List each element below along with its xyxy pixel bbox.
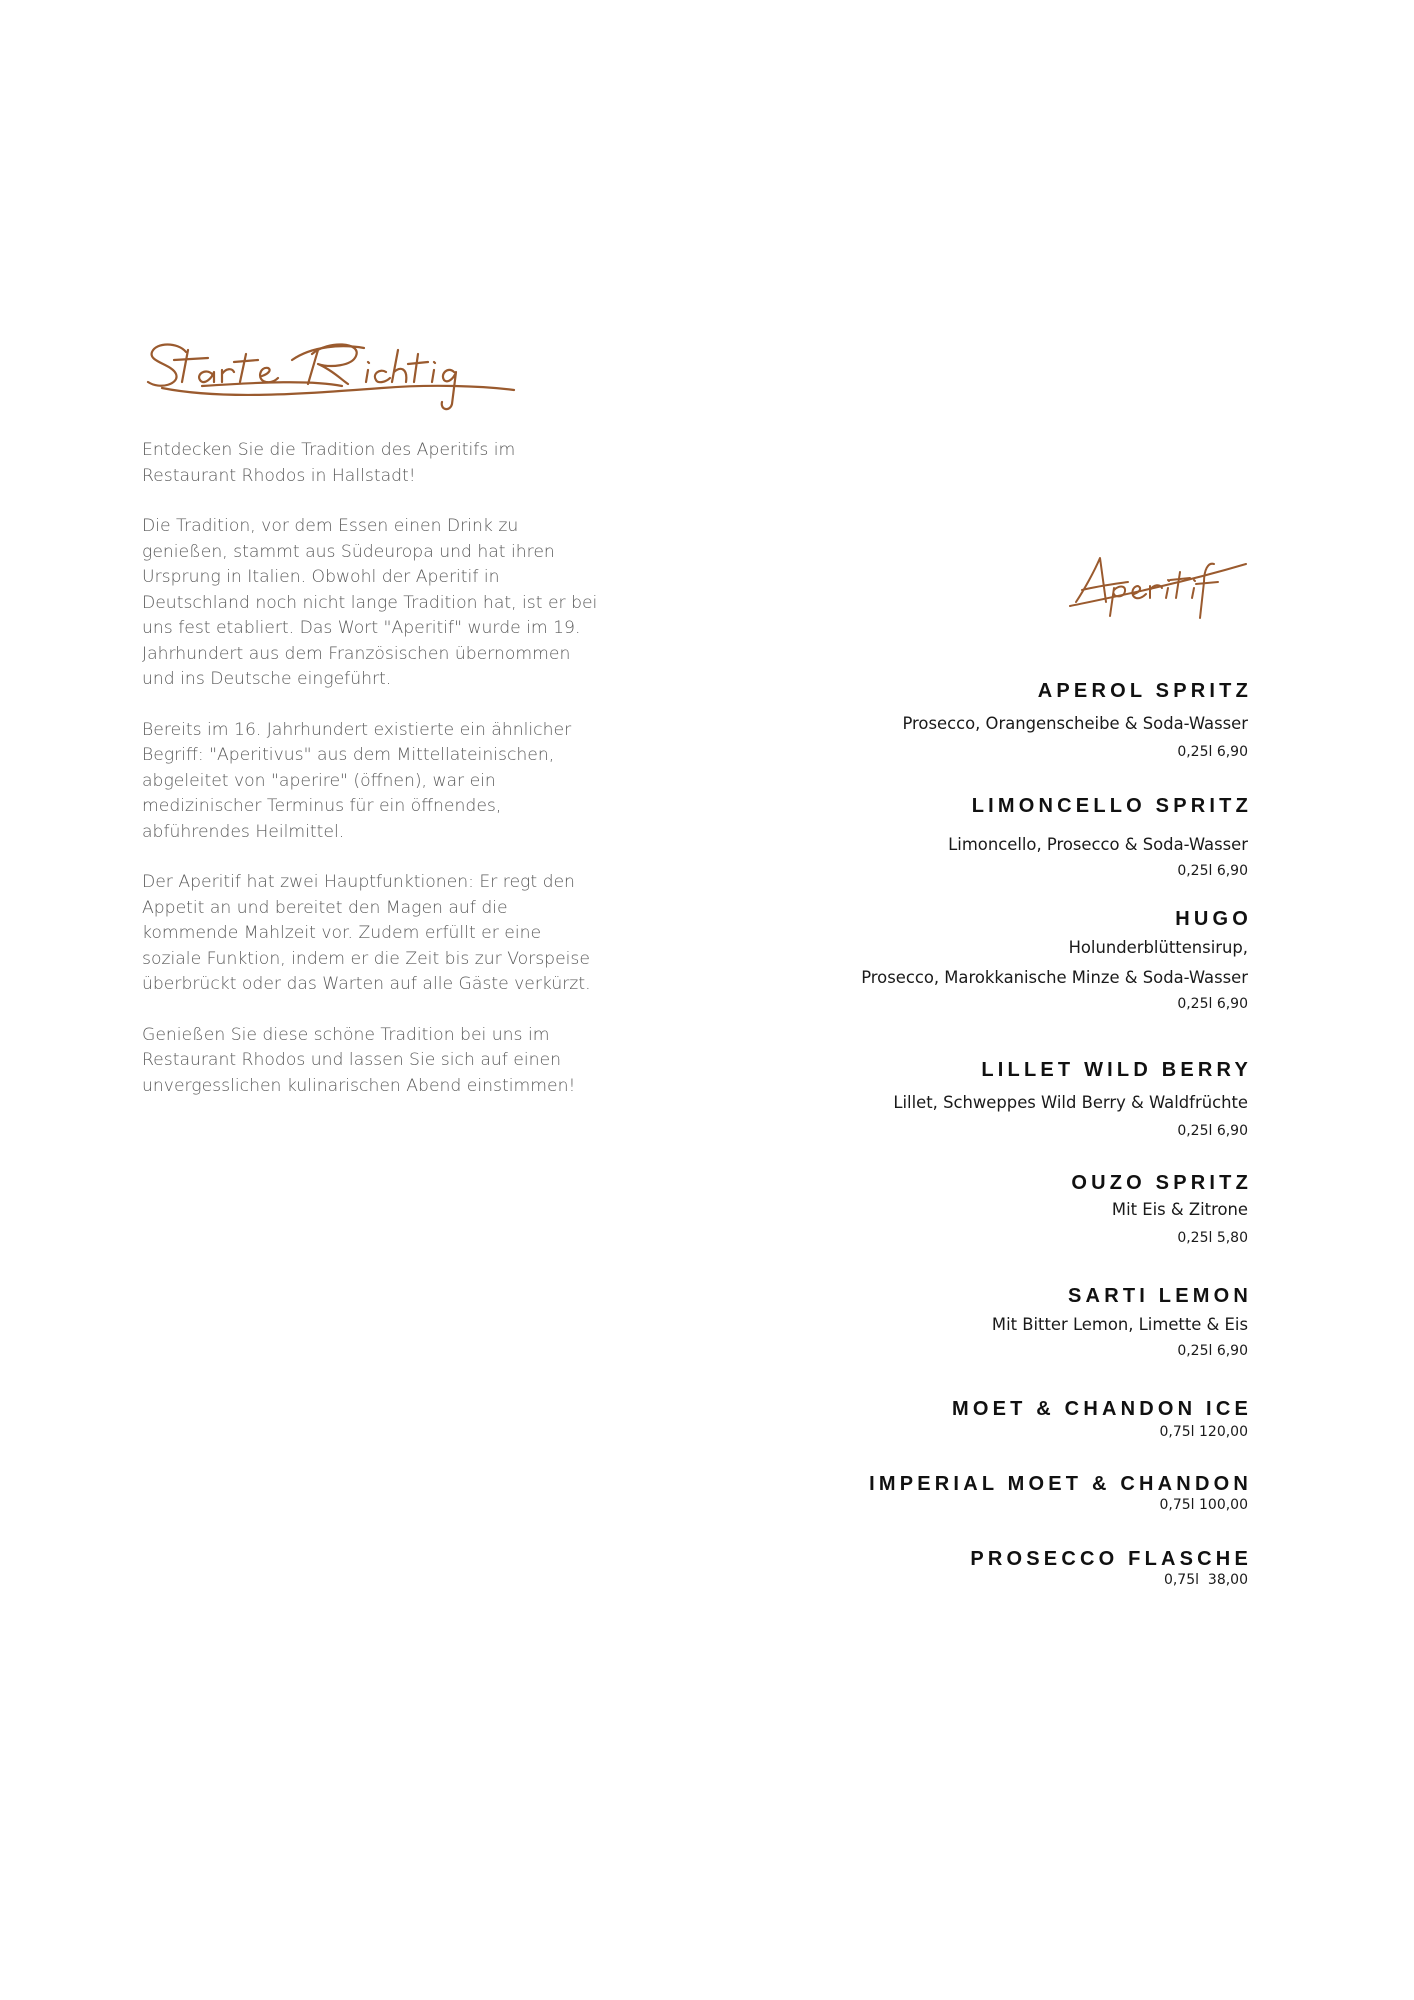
item-name: SARTI LEMON — [1068, 1285, 1252, 1307]
menu-item-hugo — [688, 907, 1252, 1013]
item-price: 0,25l 6,90 — [1177, 996, 1248, 1012]
intro-paragraph: Der Aperitif hat zwei Hauptfunktionen: Er regt den Appetit an und bereitet den Magen auf die kommende Mahlzeit vor. Zudem erfüllt er eine soziale Funktion, indem er die Zeit bis zur Vorspeise überbrückt oder das Warten auf alle Gäste verkürzt. — [142, 872, 591, 994]
item-description: Holunderblüttensirup, — [1068, 938, 1248, 957]
menu-item-limoncello-spritz — [688, 794, 1252, 880]
item-name: APEROL SPRITZ — [1037, 680, 1252, 702]
item-description: Limoncello, Prosecco & Soda-Wasser — [948, 835, 1248, 854]
item-price: 0,25l 5,80 — [1177, 1230, 1248, 1246]
item-name: IMPERIAL MOET & CHANDON — [869, 1473, 1252, 1495]
aperitif-lettering — [1068, 550, 1248, 630]
menu-item-aperol-spritz — [688, 679, 1252, 761]
item-name: PROSECCO FLASCHE — [970, 1548, 1252, 1570]
item-price: 0,25l 6,90 — [1177, 1123, 1248, 1139]
aperitif-script-title — [1068, 550, 1248, 634]
item-price: 0,75l 100,00 — [1159, 1497, 1248, 1513]
item-description: Prosecco, Orangenscheibe & Soda-Wasser — [902, 714, 1248, 733]
menu-item-prosecco-flasche — [688, 1547, 1252, 1589]
item-price: 0,75l 38,00 — [1163, 1572, 1248, 1588]
menu-item-ouzo-spritz — [688, 1171, 1252, 1247]
menu-item-imperial-moet-chandon — [688, 1472, 1252, 1514]
item-name: MOET & CHANDON ICE — [951, 1398, 1252, 1420]
item-name: LIMONCELLO SPRITZ — [971, 795, 1252, 817]
intro-paragraph: Bereits im 16. Jahrhundert existierte ein ähnlicher Begriff: "Aperitivus" aus dem Mittellateinischen, abgeleitet von "aperire" (öffnen), war ein medizinischer Terminus für ein öffnendes, abführendes Heilmittel. — [142, 719, 572, 842]
intro-column — [142, 330, 602, 1124]
item-description: Mit Bitter Lemon, Limette & Eis — [991, 1315, 1248, 1334]
menu-item-sarti-lemon — [688, 1284, 1252, 1360]
intro-paragraph: Die Tradition, vor dem Essen einen Drink zu genießen, stammt aus Südeuropa und hat ihren Ursprung in Italien. Obwohl der Aperitif in Deutschland noch nicht lange Tradition hat, ist er bei uns fest etabliert. Das Wort "Aperitif" wurde im 19. Jahrhundert aus dem Französischen übernommen und ins Deutsche eingeführt. — [142, 516, 598, 689]
item-price: 0,25l 6,90 — [1177, 744, 1248, 760]
item-price: 0,25l 6,90 — [1177, 1343, 1248, 1359]
item-price: 0,25l 6,90 — [1177, 863, 1248, 879]
item-price: 0,75l 120,00 — [1159, 1424, 1248, 1440]
item-description: Mit Eis & Zitrone — [1111, 1200, 1248, 1219]
starte-richtig-lettering — [142, 330, 522, 420]
item-description: Lillet, Schweppes Wild Berry & Waldfrüchte — [893, 1093, 1248, 1112]
intro-text — [142, 438, 602, 1099]
starte-richtig-script-title — [142, 330, 602, 420]
item-name: LILLET WILD BERRY — [981, 1059, 1252, 1081]
item-name: HUGO — [1175, 908, 1252, 930]
menu-item-lillet-wild-berry — [688, 1058, 1252, 1140]
menu-item-moet-chandon-ice — [688, 1397, 1252, 1441]
intro-paragraph: Entdecken Sie die Tradition des Aperitifs im Restaurant Rhodos in Hallstadt! — [142, 440, 516, 486]
item-name: OUZO SPRITZ — [1071, 1172, 1252, 1194]
intro-paragraph: Genießen Sie diese schöne Tradition bei uns im Restaurant Rhodos und lassen Sie sich auf einen unvergesslichen kulinarischen Abend einstimmen! — [142, 1024, 576, 1096]
item-description: Prosecco, Marokkanische Minze & Soda-Wasser — [861, 968, 1248, 987]
aperitif-menu — [688, 0, 1252, 2000]
